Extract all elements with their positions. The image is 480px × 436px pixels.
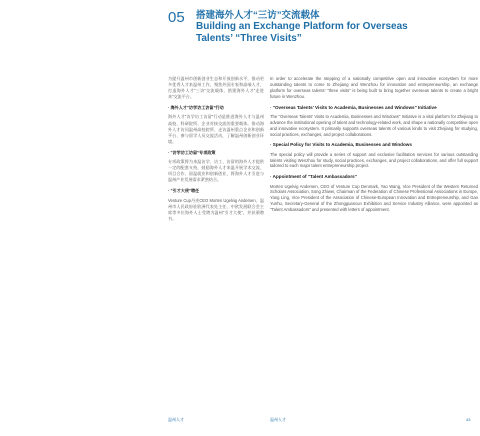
title-chinese: 搭建海外人才“三访”交流载体 — [196, 10, 320, 21]
page-footer — [0, 417, 480, 425]
right-paragraph-4: Morten Ugelvig Andersen, CEO of Venture Cup Denmark, Yao Wang, Vice President of the Western Returned Scholars Association, Song Zhiwei, Chairman of the Federation of Chinese Professional Associations in Europe, Yang Ling, Vice President of the Association of Chinese-European Innovation and Entrepreneurship, and Gao Yunhu, Secretary-General of the Zhongguancun Exhibition and Service Industry Alliance, were appointed as "Talent Ambassadors" and presented with letters of appointment. — [270, 183, 478, 213]
section-title — [196, 10, 466, 44]
right-paragraph-1: In order to accelerate the stepping of a nationally competitive open and innovative ecosystem for more outstanding talents to come to Zhejiang and Wenzhou for innovation and entrepreneurship, an exchange platform for overseas talents' "three visits" is being built to bring together overseas talents to create a bright future in Wenzhou. — [270, 76, 478, 99]
left-paragraph-2: 海外人才“访学访工访留”行动是推进海外人才与温州高校、科研院所、企业对接交流的重要载体。推动海外人才访问温州高校院所、走访温州重点企业和创新平台、参与留学人员交流活动，了解温州创新创业环境。 — [168, 114, 264, 144]
right-heading-3: · Appointment of "Talent Ambassadors" — [270, 174, 357, 180]
footer-left-label: 温州人才 — [168, 417, 184, 422]
footer-middle-label: 温州人才 — [270, 417, 286, 422]
right-paragraph-2: The "Overseas Talents' Visits to Academia, Businesses and Windows" Initiative is a vital platform for Zhejiang to advance the institutional opening of talent and technology-related work, and shape a nationally competitive open and innovative ecosystem. It primarily supports overseas talents of various kinds to visit Zhejiang for studying, social practices, exchanges, and project collaborations. — [270, 113, 478, 137]
left-heading-3: · “引才大使”聘任 — [168, 188, 200, 194]
right-heading-2: · Special Policy for Visits to Academia, Businesses and Windows — [270, 142, 412, 148]
left-paragraph-1: 为提升温州市创新创业生态和开放创新水平，推动更多优秀人才来温州工作，聚焦外国专家和高端人才，打造海外人才“三访”交流载体，搭建海外人才“走进来”交流平台。 — [168, 76, 264, 100]
left-paragraph-3: 专项政策将为来温访学、访工、访留的海外人才提供一定的配套支持，鼓励海外人才来温开展学术交流、项目合作、留温就业和创新创业，将海外人才引进与温州产业发展需求紧密结合。 — [168, 159, 264, 183]
left-heading-1: · 海外人才“访学访工访留”行动 — [168, 105, 224, 111]
title-english-line-1: Building an Exchange Platform for Overseas — [196, 21, 408, 32]
english-text-column — [270, 76, 478, 218]
page-number: 43 — [466, 417, 471, 422]
left-heading-2: · “访学访工访留”专项政策 — [168, 149, 216, 155]
right-paragraph-3: The special policy will provide a series of support and exclusive facilitation services for various outstanding talents visiting Wenzhou for study, social practices, exchanges, and project collaborations, and offer full support tailored to each major talent entrepreneurship project. — [270, 151, 478, 169]
right-heading-1: · "Overseas Talents' Visits to Academia, Businesses and Windows" Initiative — [270, 104, 437, 110]
title-english-line-2: Talents’ “Three Visits” — [196, 32, 302, 44]
section-number: 05 — [168, 9, 185, 26]
left-paragraph-4: Venture Cup丹麦CEO Morten Ugelvig Andersen、温州市人民政府驻欧洲代表处主任、中欧发展联合会主席等多位海外人士受聘为温州“引才大使”，并获颁聘书。 — [168, 197, 264, 221]
chinese-text-column — [168, 76, 264, 227]
